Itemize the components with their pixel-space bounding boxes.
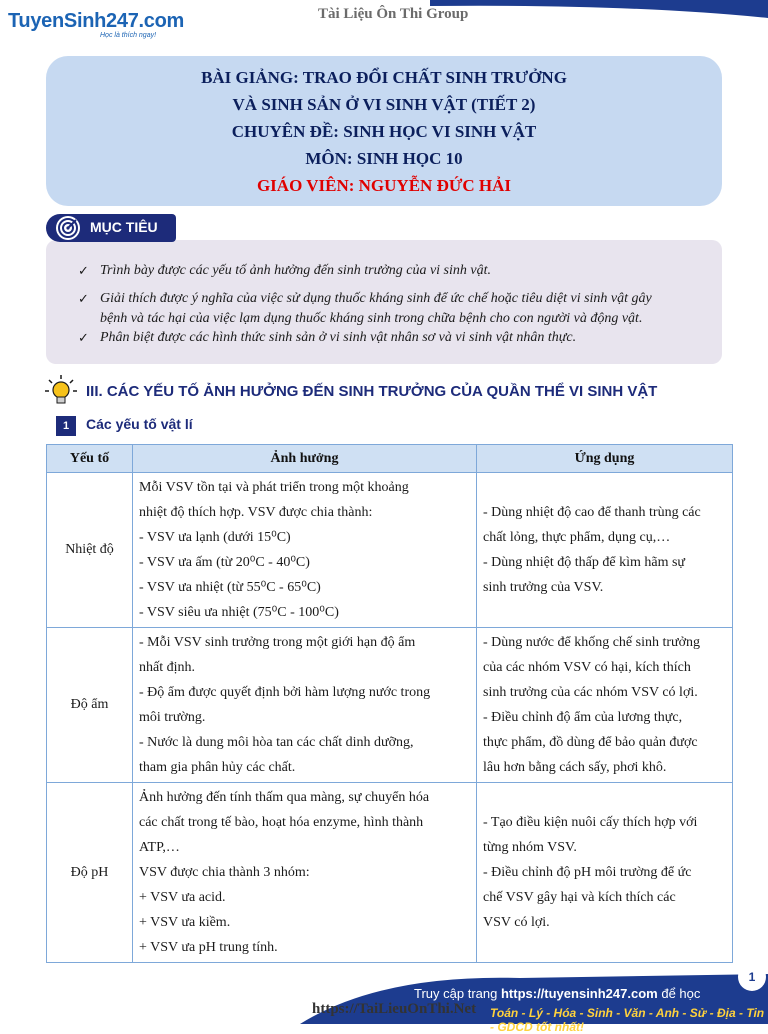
effect-cell: Ảnh hưởng đến tính thấm qua màng, sự chuyển hóa các chất trong tế bào, hoạt hóa enzyme, hình thành ATP,… VSV được chia thành 3 nhóm: + VSV ưa acid. + VSV ưa kiềm. + VSV ưa pH trung tính. xyxy=(133,783,477,963)
objective-item: ✓ Trình bày được các yếu tố ảnh hưởng đến sinh trưởng của vi sinh vật. xyxy=(78,260,718,282)
factor-cell: Độ ẩm xyxy=(47,628,133,783)
teacher-line: GIÁO VIÊN: NGUYỄN ĐỨC HẢI xyxy=(256,176,512,195)
objective-item: ✓ Phân biệt được các hình thức sinh sản ở vi sinh vật nhân sơ và vi sinh vật nhân thực. xyxy=(78,327,718,349)
page-number: 1 xyxy=(738,963,766,991)
target-icon xyxy=(56,216,80,240)
physical-factors-table xyxy=(46,444,733,963)
footer-visit-text: Truy cập trang https://tuyensinh247.com để học xyxy=(414,986,701,1001)
table-row xyxy=(47,628,733,783)
check-icon: ✓ xyxy=(78,263,89,278)
tuyensinh-logo[interactable] xyxy=(8,10,184,39)
subsection-number: 1 xyxy=(56,416,76,436)
objectives-label: MỤC TIÊU xyxy=(90,219,158,235)
footer-url-link[interactable]: https://tuyensinh247.com xyxy=(500,986,658,1001)
table-row xyxy=(47,473,733,628)
objective-item-continued: bệnh và tác hại của việc lạm dụng thuốc kháng sinh trong chữa bệnh cho con người và động vật. xyxy=(100,311,643,326)
tailieu-link[interactable]: https://TaiLieuOnThi.Net xyxy=(312,1001,477,1017)
footer-subjects: Toán - Lý - Hóa - Sinh - Văn - Anh - Sử - Địa - Tin - GDCD tốt nhất! xyxy=(490,1006,765,1034)
effect-cell: - Mỗi VSV sinh trưởng trong một giới hạn độ ẩm nhất định. - Độ ẩm được quyết định bởi hàm lượng nước trong môi trường. - Nước là dung môi hòa tan các chất dinh dưỡng, tham gia phân hủy các chất. xyxy=(133,628,477,783)
topic-line: CHUYÊN ĐỀ: SINH HỌC VI SINH VẬT xyxy=(231,122,537,141)
lightbulb-icon xyxy=(44,374,78,408)
objective-item: ✓ Giải thích được ý nghĩa của việc sử dụng thuốc kháng sinh để ức chế hoặc tiêu diệt vi sinh vật gây xyxy=(78,288,718,310)
header-application: Ứng dụng xyxy=(477,445,733,473)
logo-text: TuyenSinh247.com xyxy=(8,10,184,32)
header-factor: Yếu tố xyxy=(47,445,133,473)
application-cell: - Dùng nhiệt độ cao để thanh trùng các chất lỏng, thực phẩm, dụng cụ,… - Dùng nhiệt độ thấp để kìm hãm sự sinh trưởng của VSV. xyxy=(477,473,733,628)
table-row xyxy=(47,783,733,963)
title-line-2: VÀ SINH SẢN Ở VI SINH VẬT (TIẾT 2) xyxy=(232,95,536,114)
check-icon: ✓ xyxy=(78,291,89,306)
factor-cell: Độ pH xyxy=(47,783,133,963)
header-effect: Ảnh hưởng xyxy=(133,445,477,473)
logo-tagline: Học là thích ngay! xyxy=(100,32,157,39)
application-cell: - Tạo điều kiện nuôi cấy thích hợp với từng nhóm VSV. - Điều chỉnh độ pH môi trường để ức chế VSV gây hại và kích thích các VSV có lợi. xyxy=(477,783,733,963)
effect-cell: Mỗi VSV tồn tại và phát triển trong một khoảng nhiệt độ thích hợp. VSV được chia thành: - VSV ưa lạnh (dưới 15⁰C) - VSV ưa ấm (từ 20⁰C - 40⁰C) - VSV ưa nhiệt (từ 55⁰C - 65⁰C) - VSV siêu ưa nhiệt (75⁰C - 100⁰C) xyxy=(133,473,477,628)
section-title: III. CÁC YẾU TỐ ẢNH HƯỞNG ĐẾN SINH TRƯỞNG CỦA QUẦN THỂ VI SINH VẬT xyxy=(86,383,658,400)
subsection-title: Các yếu tố vật lí xyxy=(86,416,193,432)
application-cell: - Dùng nước để khống chế sinh trưởng của các nhóm VSV có hại, kích thích sinh trưởng của các nhóm VSV có lợi. - Điều chỉnh độ ẩm của lương thực, thực phẩm, đồ dùng để bảo quản được lâu hơn bằng cách sấy, phơi khô. xyxy=(477,628,733,783)
table-header-row xyxy=(47,445,733,473)
subject-line: MÔN: SINH HỌC 10 xyxy=(305,149,463,168)
group-title: Tài Liệu Ôn Thi Group xyxy=(318,6,469,22)
header-wave-decoration xyxy=(430,0,768,18)
lesson-title-box xyxy=(46,56,722,206)
check-icon: ✓ xyxy=(78,330,89,345)
title-line-1: BÀI GIẢNG: TRAO ĐỔI CHẤT SINH TRƯỞNG xyxy=(201,68,567,87)
page-header xyxy=(0,0,768,50)
factor-cell: Nhiệt độ xyxy=(47,473,133,628)
